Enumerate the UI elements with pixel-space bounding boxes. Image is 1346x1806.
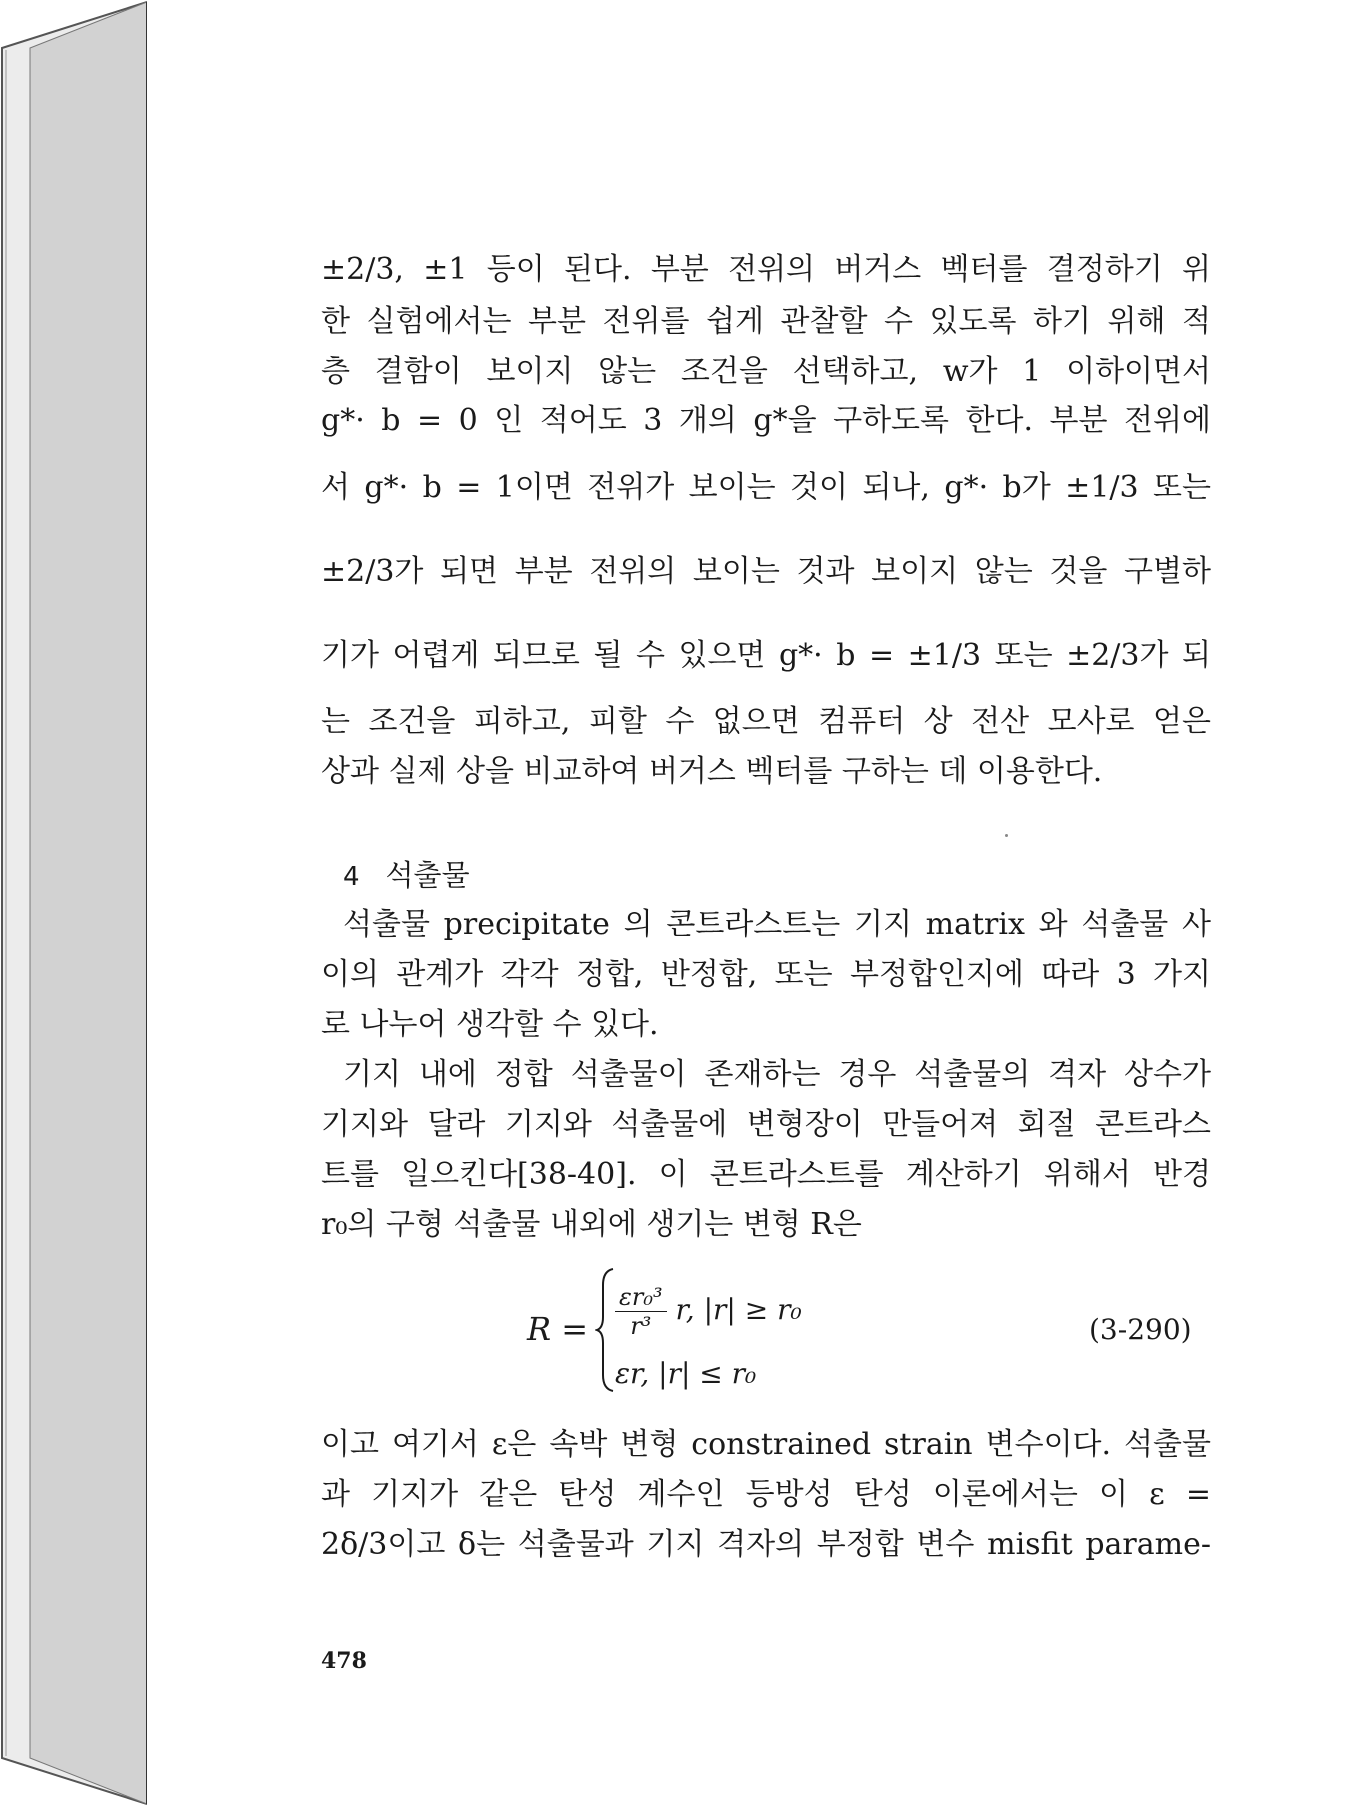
curly-brace-icon <box>595 1265 617 1395</box>
text-line-18: 과 기지가 같은 탄성 계수인 등방성 탄성 이론에서는 이 ε = <box>321 1477 1211 1512</box>
text-line-17: 이고 여기서 ε은 속박 변형 constrained strain 변수이다. 석출물 <box>321 1427 1211 1462</box>
print-speck <box>1005 834 1008 837</box>
equation-number: (3-290) <box>1089 1313 1192 1346</box>
text-line-9: 상과 실제 상을 비교하여 버거스 벡터를 구하는 데 이용한다. <box>321 754 1103 789</box>
text-line-15: 트를 일으킨다[38-40]. 이 콘트라스트를 계산하기 위해서 반경 <box>321 1157 1211 1192</box>
equation-lhs: R = <box>527 1310 589 1348</box>
section-number: 4 <box>343 862 360 892</box>
text-line-7: 기가 어렵게 되므로 될 수 있으면 g*· b = ±1/3 또는 ±2/3가 되 <box>321 638 1211 673</box>
text-line-19: 2δ/3이고 δ는 석출물과 기지 격자의 부정합 변수 misfit parame- <box>321 1527 1211 1562</box>
text-line-11: 이의 관계가 각각 정합, 반정합, 또는 부정합인지에 따라 3 가지 <box>321 957 1211 992</box>
equation-case-2: εr, |r| ≤ r₀ <box>615 1357 757 1390</box>
text-line-5: 서 g*· b = 1이면 전위가 보이는 것이 되나, g*· b가 ±1/3 또는 <box>321 470 1211 505</box>
text-line-12: 로 나누어 생각할 수 있다. <box>321 1007 659 1042</box>
text-line-3: 층 결함이 보이지 않는 조건을 선택하고, w가 1 이하이면서 <box>321 354 1211 389</box>
book-page <box>147 0 1337 1806</box>
book-spine-edge <box>0 0 150 1806</box>
text-line-16: r₀의 구형 석출물 내외에 생기는 변형 R은 <box>321 1207 862 1242</box>
text-line-14: 기지와 달라 기지와 석출물에 변형장이 만들어져 회절 콘트라스 <box>321 1107 1211 1142</box>
text-line-10: 석출물 precipitate 의 콘트라스트는 기지 matrix 와 석출물 사 <box>343 907 1211 942</box>
fraction-numerator: εr₀³ <box>615 1283 667 1312</box>
fraction-denominator: r³ <box>630 1312 652 1340</box>
equation-fraction <box>615 1283 667 1340</box>
text-line-2: 한 실험에서는 부분 전위를 쉽게 관찰할 수 있도록 하기 위해 적 <box>321 304 1211 339</box>
text-line-13: 기지 내에 정합 석출물이 존재하는 경우 석출물의 격자 상수가 <box>343 1057 1211 1092</box>
equation-case-1 <box>615 1283 802 1340</box>
text-line-6: ±2/3가 되면 부분 전위의 보이는 것과 보이지 않는 것을 구별하 <box>321 554 1211 589</box>
text-line-8: 는 조건을 피하고, 피할 수 없으면 컴퓨터 상 전산 모사로 얻은 <box>321 704 1211 739</box>
page-number: 478 <box>321 1648 367 1674</box>
equation-3-290 <box>527 1265 1227 1395</box>
text-line-1: ±2/3, ±1 등이 된다. 부분 전위의 버거스 벡터를 결정하기 위 <box>321 252 1211 287</box>
equation-case-1-rest: r, |r| ≥ r₀ <box>675 1293 802 1326</box>
section-heading <box>343 855 470 897</box>
text-line-4: g*· b = 0 인 적어도 3 개의 g*을 구하도록 한다. 부분 전위에 <box>321 403 1211 438</box>
section-title: 석출물 <box>385 858 470 892</box>
